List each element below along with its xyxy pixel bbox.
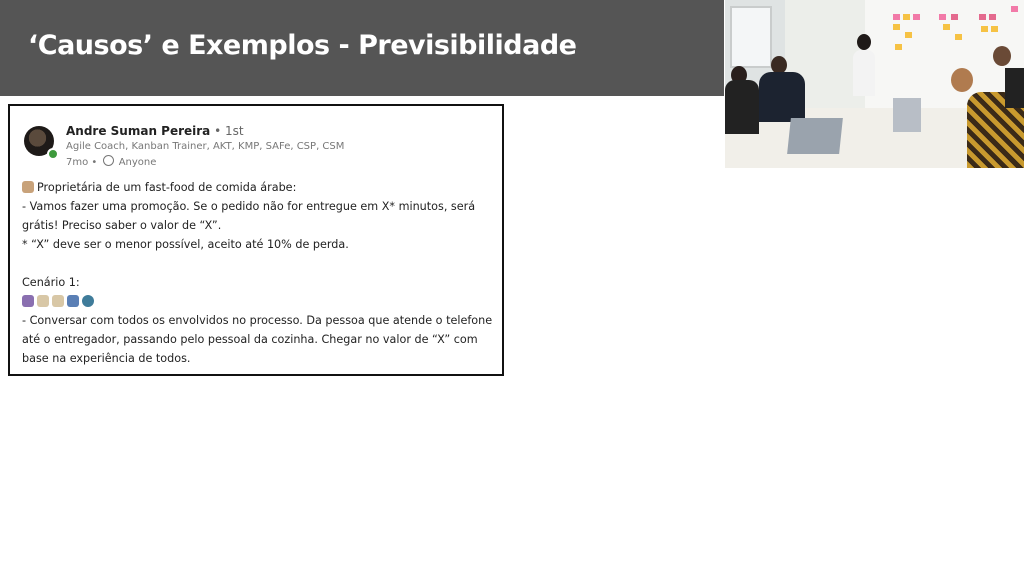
person — [1005, 68, 1024, 108]
post-visibility: Anyone — [118, 157, 157, 168]
online-status-icon — [47, 148, 59, 160]
post-time: 7mo • — [66, 157, 98, 168]
woman-emoji-icon — [22, 181, 34, 193]
sticky-note — [981, 26, 988, 32]
sticky-note — [943, 24, 950, 30]
post-line: * “X” deve ser o menor possível, aceito até 10% de perda. — [22, 238, 349, 251]
title-bar — [0, 0, 724, 96]
sticky-note — [903, 14, 910, 20]
sticky-note — [989, 14, 996, 20]
sticky-note — [939, 14, 946, 20]
sticky-note — [895, 44, 902, 50]
person — [759, 72, 805, 122]
sticky-note — [951, 14, 958, 20]
connection-degree: • 1st — [214, 124, 244, 138]
slide-title: ‘Causos’ e Exemplos - Previsibilidade — [28, 30, 577, 61]
person — [853, 50, 875, 96]
laptop — [787, 118, 843, 154]
person — [725, 80, 759, 134]
emoji-row — [22, 292, 498, 311]
author-name[interactable]: Andre Suman Pereira — [66, 124, 211, 138]
linkedin-post-card — [8, 104, 504, 376]
spacer — [22, 254, 498, 273]
post-text: Proprietária de um fast-food de comida árabe: — [37, 181, 297, 194]
laptop — [893, 98, 921, 132]
woman-emoji-icon — [22, 295, 34, 307]
person — [857, 34, 871, 50]
post-meta — [66, 155, 156, 168]
sticky-note — [955, 34, 962, 40]
post-line: Cenário 1: — [22, 276, 80, 289]
post-line: - Vamos fazer uma promoção. Se o pedido não for entregue em X* minutos, será grátis! Preciso saber o valor de “X”. — [22, 200, 476, 232]
office-photo — [725, 0, 1024, 168]
sticky-note — [979, 14, 986, 20]
globe-icon — [103, 155, 114, 166]
sticky-note — [893, 14, 900, 20]
sticky-note — [905, 32, 912, 38]
person — [993, 46, 1011, 66]
sticky-note — [991, 26, 998, 32]
post-line — [22, 178, 498, 197]
post-line: - Conversar com todos os envolvidos no processo. Da pessoa que atende o telefone até o entregador, passando pelo pessoal da cozinha. Chegar no valor de “X” com base na experiência de todos. — [22, 314, 493, 365]
photo-window — [730, 6, 772, 68]
sticky-note — [1011, 6, 1018, 12]
author-line — [66, 124, 244, 138]
scooter-emoji-icon — [82, 295, 94, 307]
post-body — [22, 178, 498, 368]
cook-emoji-icon — [52, 295, 64, 307]
sticky-note — [913, 14, 920, 20]
sticky-note — [893, 24, 900, 30]
cook-emoji-icon — [37, 295, 49, 307]
person — [951, 68, 973, 92]
author-headline: Agile Coach, Kanban Trainer, AKT, KMP, SAFe, CSP, CSM — [66, 141, 345, 152]
people-emoji-icon — [67, 295, 79, 307]
